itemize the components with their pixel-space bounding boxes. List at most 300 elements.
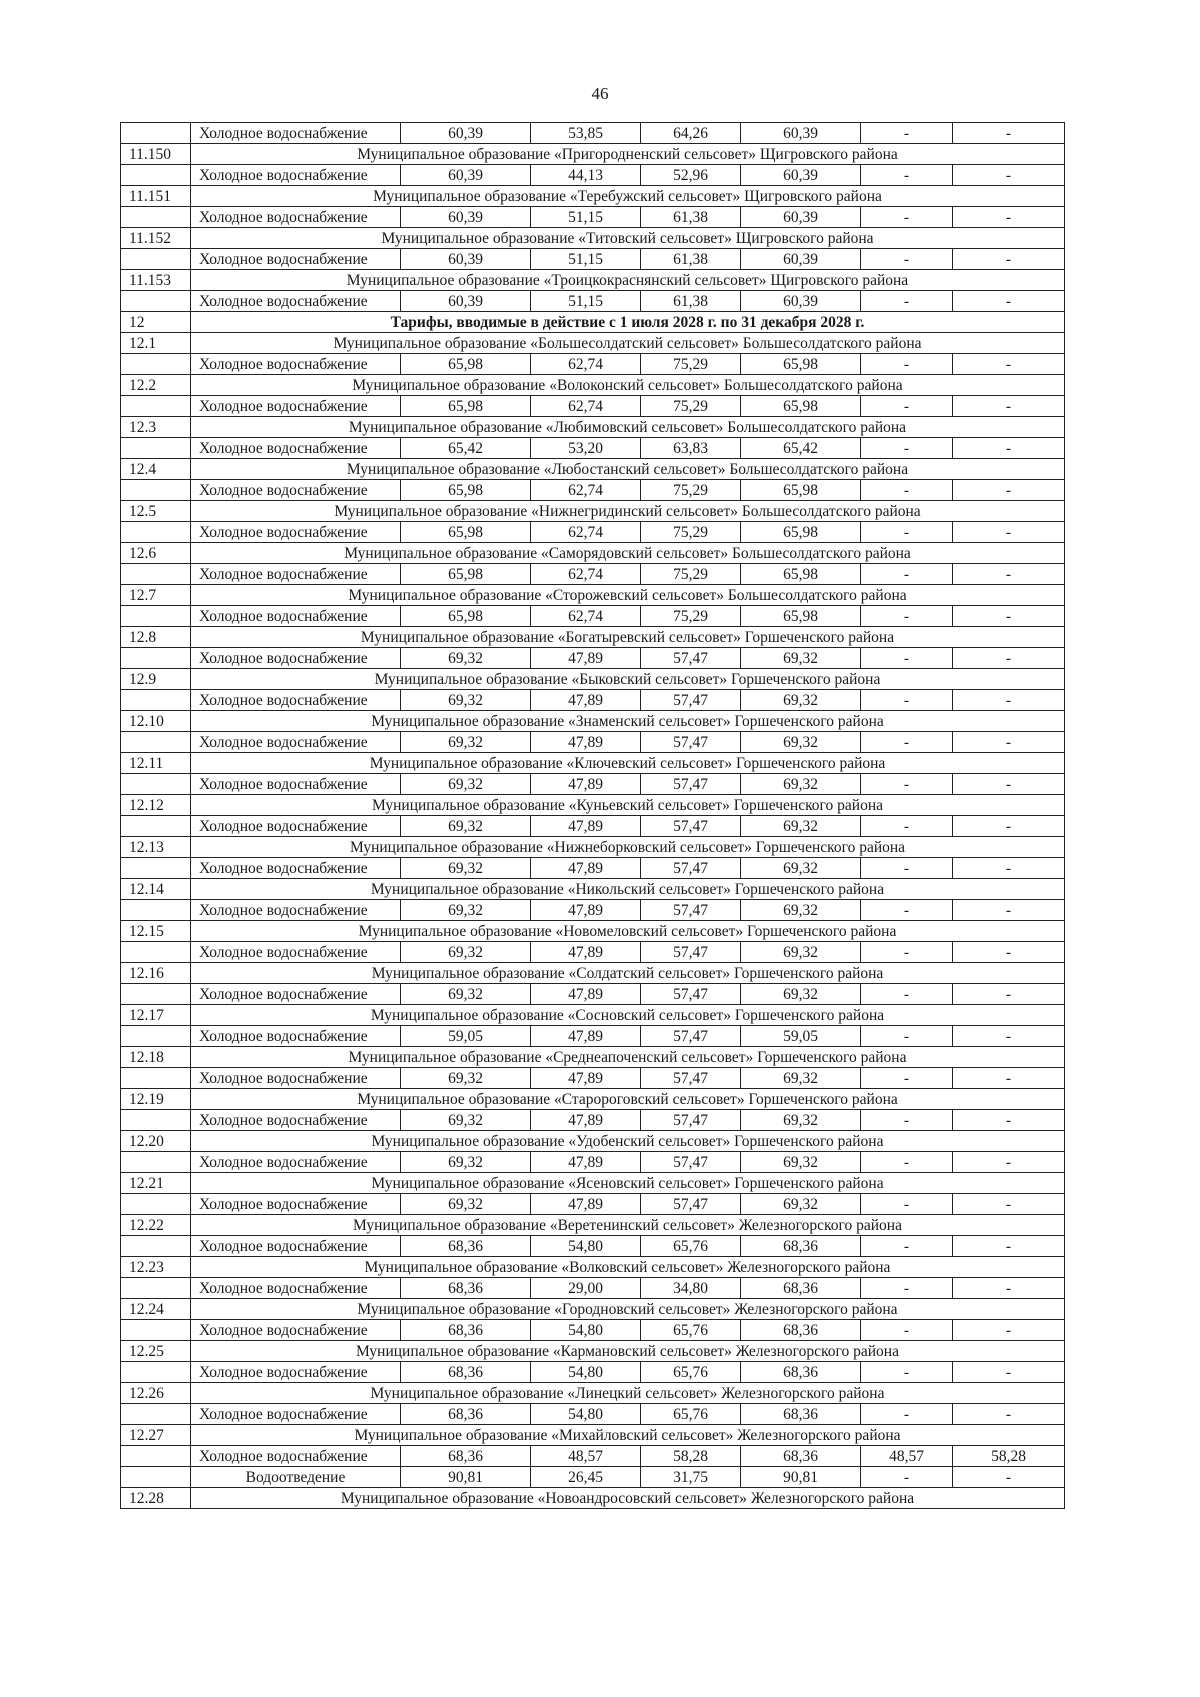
tariff-value: 62,74 — [531, 564, 641, 585]
tariff-value: 54,80 — [531, 1236, 641, 1257]
tariff-value: - — [861, 774, 953, 795]
municipality-row — [121, 1173, 1065, 1194]
row-code — [121, 1152, 191, 1173]
tariff-value: 69,32 — [741, 1110, 861, 1131]
service-name: Холодное водоснабжение — [191, 1278, 401, 1299]
tariff-value: 47,89 — [531, 900, 641, 921]
municipality-name: Муниципальное образование «Новоандросовский сельсовет» Железногорского района — [191, 1488, 1065, 1509]
municipality-row — [121, 921, 1065, 942]
municipality-name: Муниципальное образование «Пригородненский сельсовет» Щигровского района — [191, 144, 1065, 165]
tariff-value: 69,32 — [741, 732, 861, 753]
tariff-value: - — [953, 900, 1065, 921]
service-name: Холодное водоснабжение — [191, 900, 401, 921]
tariff-value: 65,98 — [401, 522, 531, 543]
table-row — [121, 1467, 1065, 1488]
tariff-value: 69,32 — [401, 942, 531, 963]
table-row — [121, 942, 1065, 963]
tariff-value: 44,13 — [531, 165, 641, 186]
municipality-row — [121, 1341, 1065, 1362]
tariff-value: 53,20 — [531, 438, 641, 459]
tariff-value: 59,05 — [741, 1026, 861, 1047]
tariff-value: - — [861, 207, 953, 228]
tariff-value: - — [953, 1404, 1065, 1425]
tariff-value: 65,98 — [741, 396, 861, 417]
municipality-row — [121, 711, 1065, 732]
tariff-value: 69,32 — [401, 1194, 531, 1215]
row-code: 12.22 — [121, 1215, 191, 1236]
row-code — [121, 732, 191, 753]
municipality-name: Муниципальное образование «Городновский сельсовет» Железногорского района — [191, 1299, 1065, 1320]
tariff-value: 47,89 — [531, 858, 641, 879]
service-name: Холодное водоснабжение — [191, 564, 401, 585]
tariff-value: 65,98 — [401, 480, 531, 501]
tariff-value: - — [953, 522, 1065, 543]
tariff-value: - — [861, 249, 953, 270]
tariff-value: - — [861, 1404, 953, 1425]
row-code: 12.26 — [121, 1383, 191, 1404]
service-name: Холодное водоснабжение — [191, 207, 401, 228]
table-row — [121, 165, 1065, 186]
tariff-value: - — [953, 1467, 1065, 1488]
table-row — [121, 816, 1065, 837]
tariff-value: 75,29 — [641, 396, 741, 417]
row-code — [121, 1278, 191, 1299]
table-row — [121, 123, 1065, 144]
municipality-name: Муниципальное образование «Нижнегридинский сельсовет» Большесолдатского района — [191, 501, 1065, 522]
tariff-value: 47,89 — [531, 732, 641, 753]
row-code: 12.27 — [121, 1425, 191, 1446]
tariff-value: 65,98 — [401, 564, 531, 585]
row-code: 12.18 — [121, 1047, 191, 1068]
municipality-row — [121, 1299, 1065, 1320]
row-code: 11.153 — [121, 270, 191, 291]
tariff-value: 65,42 — [741, 438, 861, 459]
municipality-name: Муниципальное образование «Кармановский сельсовет» Железногорского района — [191, 1341, 1065, 1362]
service-name: Холодное водоснабжение — [191, 942, 401, 963]
table-row — [121, 1026, 1065, 1047]
table-row — [121, 438, 1065, 459]
row-code: 12.7 — [121, 585, 191, 606]
municipality-row — [121, 837, 1065, 858]
tariff-value: 69,32 — [741, 690, 861, 711]
municipality-row — [121, 627, 1065, 648]
tariff-value: - — [861, 690, 953, 711]
municipality-row — [121, 543, 1065, 564]
tariff-value: - — [953, 816, 1065, 837]
row-code — [121, 1026, 191, 1047]
tariff-value: - — [953, 1152, 1065, 1173]
tariff-value: - — [861, 1236, 953, 1257]
row-code — [121, 1446, 191, 1467]
service-name: Холодное водоснабжение — [191, 291, 401, 312]
row-code — [121, 165, 191, 186]
tariff-value: 68,36 — [401, 1278, 531, 1299]
tariff-value: 60,39 — [401, 291, 531, 312]
row-code: 11.150 — [121, 144, 191, 165]
tariff-value: - — [861, 522, 953, 543]
municipality-row — [121, 795, 1065, 816]
tariff-value: 62,74 — [531, 522, 641, 543]
tariff-value: 47,89 — [531, 984, 641, 1005]
tariff-value: 65,98 — [401, 396, 531, 417]
service-name: Холодное водоснабжение — [191, 1236, 401, 1257]
tariff-value: - — [953, 858, 1065, 879]
municipality-name: Муниципальное образование «Волковский сельсовет» Железногорского района — [191, 1257, 1065, 1278]
row-code: 12.28 — [121, 1488, 191, 1509]
period-heading: Тарифы, вводимые в действие с 1 июля 2028 г. по 31 декабря 2028 г. — [191, 312, 1065, 333]
row-code — [121, 900, 191, 921]
table-row — [121, 1362, 1065, 1383]
tariff-value: 47,89 — [531, 942, 641, 963]
tariff-value: 65,76 — [641, 1236, 741, 1257]
row-code — [121, 1110, 191, 1131]
tariff-value: 47,89 — [531, 648, 641, 669]
row-code — [121, 522, 191, 543]
tariff-value: 69,32 — [741, 1194, 861, 1215]
municipality-name: Муниципальное образование «Сторожевский сельсовет» Большесолдатского района — [191, 585, 1065, 606]
tariff-value: 65,76 — [641, 1362, 741, 1383]
tariff-value: 58,28 — [953, 1446, 1065, 1467]
municipality-name: Муниципальное образование «Знаменский сельсовет» Горшеченского района — [191, 711, 1065, 732]
municipality-name: Муниципальное образование «Новомеловский сельсовет» Горшеченского района — [191, 921, 1065, 942]
tariff-value: 58,28 — [641, 1446, 741, 1467]
municipality-name: Муниципальное образование «Богатыревский сельсовет» Горшеченского района — [191, 627, 1065, 648]
service-name: Холодное водоснабжение — [191, 1068, 401, 1089]
tariff-value: 57,47 — [641, 648, 741, 669]
tariff-value: - — [953, 480, 1065, 501]
municipality-name: Муниципальное образование «Линецкий сельсовет» Железногорского района — [191, 1383, 1065, 1404]
tariff-value: 65,98 — [401, 354, 531, 375]
row-code — [121, 1068, 191, 1089]
tariff-value: 57,47 — [641, 1152, 741, 1173]
municipality-name: Муниципальное образование «Ясеновский сельсовет» Горшеченского района — [191, 1173, 1065, 1194]
tariff-value: - — [861, 291, 953, 312]
row-code: 12.12 — [121, 795, 191, 816]
tariff-value: 69,32 — [401, 732, 531, 753]
municipality-name: Муниципальное образование «Большесолдатский сельсовет» Большесолдатского района — [191, 333, 1065, 354]
municipality-row — [121, 459, 1065, 480]
tariff-value: 51,15 — [531, 249, 641, 270]
row-code: 12.9 — [121, 669, 191, 690]
tariff-value: 69,32 — [741, 648, 861, 669]
municipality-row — [121, 270, 1065, 291]
tariff-value: 47,89 — [531, 816, 641, 837]
table-row — [121, 564, 1065, 585]
tariff-value: 62,74 — [531, 480, 641, 501]
tariff-value: - — [953, 438, 1065, 459]
municipality-name: Муниципальное образование «Любостанский сельсовет» Большесолдатского района — [191, 459, 1065, 480]
row-code — [121, 984, 191, 1005]
tariff-value: 69,32 — [741, 1068, 861, 1089]
tariff-value: - — [953, 1068, 1065, 1089]
row-code — [121, 858, 191, 879]
municipality-name: Муниципальное образование «Ключевский сельсовет» Горшеченского района — [191, 753, 1065, 774]
service-name: Водоотведение — [191, 1467, 401, 1488]
tariff-table — [120, 122, 1065, 1509]
row-code: 12.11 — [121, 753, 191, 774]
tariff-value: - — [861, 1110, 953, 1131]
tariff-value: 64,26 — [641, 123, 741, 144]
municipality-row — [121, 417, 1065, 438]
tariff-value: 29,00 — [531, 1278, 641, 1299]
table-row — [121, 480, 1065, 501]
tariff-value: 69,32 — [741, 1152, 861, 1173]
row-code: 12.23 — [121, 1257, 191, 1278]
service-name: Холодное водоснабжение — [191, 1152, 401, 1173]
tariff-value: 69,32 — [401, 1152, 531, 1173]
tariff-value: - — [861, 858, 953, 879]
tariff-value: 65,98 — [741, 522, 861, 543]
service-name: Холодное водоснабжение — [191, 606, 401, 627]
tariff-value: 75,29 — [641, 522, 741, 543]
tariff-value: 65,98 — [741, 480, 861, 501]
municipality-row — [121, 1131, 1065, 1152]
tariff-value: 57,47 — [641, 984, 741, 1005]
row-code: 12.13 — [121, 837, 191, 858]
service-name: Холодное водоснабжение — [191, 1026, 401, 1047]
row-code — [121, 249, 191, 270]
service-name: Холодное водоснабжение — [191, 123, 401, 144]
tariff-value: 69,32 — [401, 690, 531, 711]
tariff-value: - — [953, 732, 1065, 753]
tariff-value: - — [861, 123, 953, 144]
row-code — [121, 774, 191, 795]
tariff-value: 69,32 — [741, 774, 861, 795]
tariff-value: 68,36 — [741, 1320, 861, 1341]
tariff-value: - — [953, 606, 1065, 627]
municipality-row — [121, 1089, 1065, 1110]
tariff-value: 69,32 — [401, 900, 531, 921]
tariff-value: 60,39 — [741, 207, 861, 228]
service-name: Холодное водоснабжение — [191, 858, 401, 879]
municipality-name: Муниципальное образование «Теребужский сельсовет» Щигровского района — [191, 186, 1065, 207]
tariff-value: 68,36 — [741, 1446, 861, 1467]
tariff-value: - — [861, 1278, 953, 1299]
municipality-name: Муниципальное образование «Любимовский сельсовет» Большесолдатского района — [191, 417, 1065, 438]
service-name: Холодное водоснабжение — [191, 1404, 401, 1425]
tariff-value: 90,81 — [741, 1467, 861, 1488]
tariff-value: 47,89 — [531, 1110, 641, 1131]
service-name: Холодное водоснабжение — [191, 1320, 401, 1341]
tariff-value: 68,36 — [401, 1362, 531, 1383]
municipality-row — [121, 1488, 1065, 1509]
tariff-value: 57,47 — [641, 942, 741, 963]
row-code — [121, 291, 191, 312]
tariff-value: 63,83 — [641, 438, 741, 459]
tariff-value: 54,80 — [531, 1362, 641, 1383]
tariff-value: 68,36 — [741, 1278, 861, 1299]
row-code — [121, 564, 191, 585]
tariff-value: 61,38 — [641, 207, 741, 228]
row-code: 12.17 — [121, 1005, 191, 1026]
service-name: Холодное водоснабжение — [191, 1362, 401, 1383]
row-code: 12.25 — [121, 1341, 191, 1362]
tariff-value: 47,89 — [531, 1152, 641, 1173]
table-row — [121, 1236, 1065, 1257]
tariff-value: 68,36 — [741, 1236, 861, 1257]
tariff-value: 65,98 — [741, 606, 861, 627]
tariff-value: 69,32 — [401, 984, 531, 1005]
municipality-name: Муниципальное образование «Куньевский сельсовет» Горшеченского района — [191, 795, 1065, 816]
tariff-value: - — [861, 564, 953, 585]
service-name: Холодное водоснабжение — [191, 1110, 401, 1131]
tariff-value: 69,32 — [741, 816, 861, 837]
row-code: 12.8 — [121, 627, 191, 648]
service-name: Холодное водоснабжение — [191, 984, 401, 1005]
tariff-value: 60,39 — [741, 291, 861, 312]
municipality-row — [121, 1425, 1065, 1446]
service-name: Холодное водоснабжение — [191, 522, 401, 543]
municipality-row — [121, 228, 1065, 249]
municipality-row — [121, 879, 1065, 900]
tariff-value: 65,42 — [401, 438, 531, 459]
table-row — [121, 1320, 1065, 1341]
row-code — [121, 396, 191, 417]
tariff-value: 60,39 — [401, 165, 531, 186]
tariff-value: 68,36 — [401, 1236, 531, 1257]
tariff-value: - — [953, 774, 1065, 795]
table-row — [121, 732, 1065, 753]
tariff-value: 61,38 — [641, 291, 741, 312]
municipality-name: Муниципальное образование «Удобенский сельсовет» Горшеченского района — [191, 1131, 1065, 1152]
service-name: Холодное водоснабжение — [191, 396, 401, 417]
table-row — [121, 354, 1065, 375]
tariff-value: 57,47 — [641, 900, 741, 921]
service-name: Холодное водоснабжение — [191, 438, 401, 459]
municipality-row — [121, 375, 1065, 396]
tariff-value: - — [953, 291, 1065, 312]
tariff-value: - — [861, 1362, 953, 1383]
tariff-value: 57,47 — [641, 816, 741, 837]
tariff-value: - — [861, 942, 953, 963]
row-code: 12.19 — [121, 1089, 191, 1110]
tariff-value: 69,32 — [401, 1110, 531, 1131]
tariff-value: 65,98 — [741, 564, 861, 585]
tariff-value: - — [953, 648, 1065, 669]
tariff-value: - — [953, 942, 1065, 963]
tariff-value: - — [953, 1320, 1065, 1341]
municipality-row — [121, 963, 1065, 984]
service-name: Холодное водоснабжение — [191, 816, 401, 837]
municipality-name: Муниципальное образование «Солдатский сельсовет» Горшеченского района — [191, 963, 1065, 984]
tariff-value: - — [953, 1194, 1065, 1215]
tariff-value: - — [953, 1362, 1065, 1383]
tariff-value: - — [953, 1236, 1065, 1257]
service-name: Холодное водоснабжение — [191, 480, 401, 501]
tariff-value: 68,36 — [741, 1362, 861, 1383]
tariff-value: 69,32 — [741, 984, 861, 1005]
row-code — [121, 942, 191, 963]
service-name: Холодное водоснабжение — [191, 249, 401, 270]
tariff-value: 60,39 — [401, 123, 531, 144]
tariff-value: 60,39 — [401, 249, 531, 270]
service-name: Холодное водоснабжение — [191, 774, 401, 795]
tariff-value: 53,85 — [531, 123, 641, 144]
table-row — [121, 984, 1065, 1005]
tariff-value: 61,38 — [641, 249, 741, 270]
row-code: 12.24 — [121, 1299, 191, 1320]
tariff-value: 48,57 — [861, 1446, 953, 1467]
tariff-value: - — [861, 165, 953, 186]
tariff-value: - — [861, 1026, 953, 1047]
row-code — [121, 1404, 191, 1425]
tariff-value: 26,45 — [531, 1467, 641, 1488]
service-name: Холодное водоснабжение — [191, 1446, 401, 1467]
tariff-value: 60,39 — [401, 207, 531, 228]
tariff-value: 54,80 — [531, 1320, 641, 1341]
tariff-value: 69,32 — [401, 774, 531, 795]
service-name: Холодное водоснабжение — [191, 165, 401, 186]
tariff-value: 69,32 — [741, 900, 861, 921]
tariff-value: 60,39 — [741, 123, 861, 144]
municipality-name: Муниципальное образование «Быковский сельсовет» Горшеченского района — [191, 669, 1065, 690]
tariff-value: - — [953, 354, 1065, 375]
table-row — [121, 690, 1065, 711]
row-code: 12.10 — [121, 711, 191, 732]
tariff-value: 68,36 — [401, 1404, 531, 1425]
municipality-name: Муниципальное образование «Саморядовский сельсовет» Большесолдатского района — [191, 543, 1065, 564]
row-code — [121, 1320, 191, 1341]
row-code: 12.2 — [121, 375, 191, 396]
service-name: Холодное водоснабжение — [191, 1194, 401, 1215]
tariff-value: - — [861, 1068, 953, 1089]
tariff-value: 57,47 — [641, 1110, 741, 1131]
municipality-row — [121, 1215, 1065, 1236]
table-row — [121, 900, 1065, 921]
row-code: 12.5 — [121, 501, 191, 522]
table-row — [121, 606, 1065, 627]
table-row — [121, 1404, 1065, 1425]
tariff-value: - — [861, 732, 953, 753]
municipality-name: Муниципальное образование «Сосновский сельсовет» Горшеченского района — [191, 1005, 1065, 1026]
service-name: Холодное водоснабжение — [191, 690, 401, 711]
municipality-row — [121, 1383, 1065, 1404]
row-code: 12.15 — [121, 921, 191, 942]
tariff-value: 60,39 — [741, 165, 861, 186]
tariff-value: - — [861, 1467, 953, 1488]
row-code: 12.21 — [121, 1173, 191, 1194]
row-code: 12.1 — [121, 333, 191, 354]
municipality-name: Муниципальное образование «Никольский сельсовет» Горшеченского района — [191, 879, 1065, 900]
tariff-value: - — [861, 438, 953, 459]
tariff-value: 75,29 — [641, 354, 741, 375]
tariff-value: 31,75 — [641, 1467, 741, 1488]
service-name: Холодное водоснабжение — [191, 354, 401, 375]
municipality-name: Муниципальное образование «Среднеапоченский сельсовет» Горшеченского района — [191, 1047, 1065, 1068]
tariff-value: 65,98 — [401, 606, 531, 627]
tariff-value: 62,74 — [531, 396, 641, 417]
municipality-row — [121, 144, 1065, 165]
tariff-value: - — [953, 984, 1065, 1005]
tariff-value: - — [861, 1152, 953, 1173]
tariff-value: - — [861, 396, 953, 417]
tariff-value: 75,29 — [641, 606, 741, 627]
table-row — [121, 291, 1065, 312]
tariff-value: 47,89 — [531, 1068, 641, 1089]
tariff-value: 68,36 — [401, 1320, 531, 1341]
tariff-value: 34,80 — [641, 1278, 741, 1299]
table-row — [121, 858, 1065, 879]
row-code: 12 — [121, 312, 191, 333]
row-code — [121, 207, 191, 228]
municipality-row — [121, 669, 1065, 690]
municipality-name: Муниципальное образование «Нижнеборковский сельсовет» Горшеченского района — [191, 837, 1065, 858]
tariff-value: - — [861, 900, 953, 921]
row-code — [121, 648, 191, 669]
table-row — [121, 207, 1065, 228]
tariff-value: 62,74 — [531, 606, 641, 627]
tariff-value: 54,80 — [531, 1404, 641, 1425]
